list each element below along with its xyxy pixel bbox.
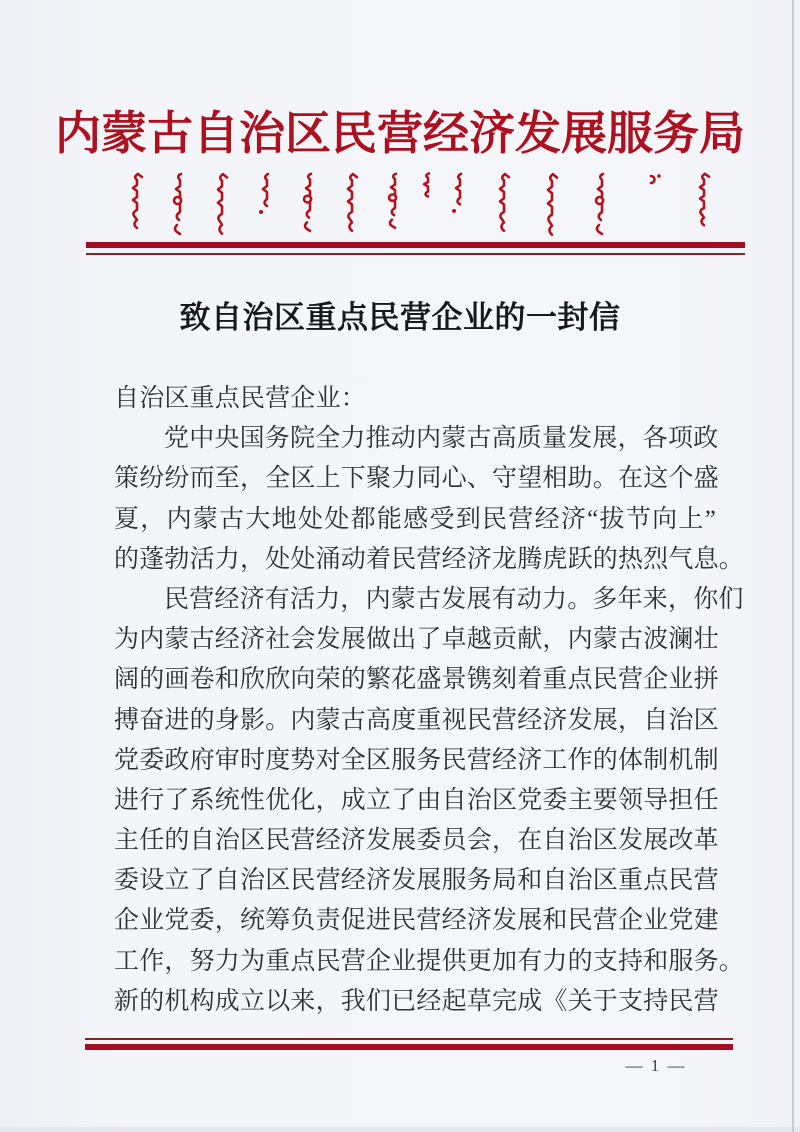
- body-line: 夏，内蒙古大地处处都能感受到民营经济“拔节向上”: [114, 505, 716, 533]
- header-rule: [86, 242, 745, 255]
- body-line: 为内蒙古经济社会发展做出了卓越贡献，内蒙古波澜壮: [114, 626, 719, 654]
- body-line: 党中央国务院全力推动内蒙古高质量发展，各项政: [164, 425, 719, 453]
- footer-rule-thick: [85, 1044, 733, 1050]
- footer-rule: [85, 1038, 733, 1050]
- page-number: — 1 —: [625, 1056, 687, 1075]
- body-line: 民营经济有活力，内蒙古发展有动力。多年来，你们: [164, 585, 744, 613]
- agency-name: 内蒙古自治区民营经济发展服务局: [55, 107, 745, 159]
- body-line: 的蓬勃活力，处处涌动着民营经济龙腾虎跃的热烈气息。: [114, 545, 745, 573]
- document-title: 致自治区重点民营企业的一封信: [179, 300, 621, 335]
- body-line: 工作，努力为重点民营企业提供更加有力的支持和服务。: [114, 947, 745, 975]
- mongolian-script: [128, 170, 716, 238]
- header-rule-thick: [86, 242, 745, 248]
- body-line: 自治区重点民营企业：: [114, 385, 367, 412]
- body-line: 主任的自治区民营经济发展委员会，在自治区发展改革: [114, 827, 719, 855]
- body-line: 企业党委，统筹负责促进民营经济发展和民营企业党建: [114, 907, 719, 935]
- body-line: 委设立了自治区民营经济发展服务局和自治区重点民营: [114, 867, 719, 895]
- body-line: 阔的画卷和欣欣向荣的繁花盛景镌刻着重点民营企业拼: [114, 666, 719, 694]
- body-line: 进行了系统性优化，成立了由自治区党委主要领导担任: [114, 786, 719, 814]
- body-line: 新的机构成立以来，我们已经起草完成《关于支持民营: [114, 987, 719, 1015]
- body-line: 党委政府审时度势对全区服务民营经济工作的体制机制: [114, 746, 719, 774]
- body-line: 策纷纷而至，全区上下聚力同心、守望相助。在这个盛: [114, 465, 719, 493]
- body-line: 搏奋进的身影。内蒙古高度重视民营经济发展，自治区: [114, 706, 719, 734]
- header-rule-thin: [86, 253, 745, 255]
- letter-body: [114, 379, 745, 1022]
- footer-rule-thin: [85, 1038, 733, 1040]
